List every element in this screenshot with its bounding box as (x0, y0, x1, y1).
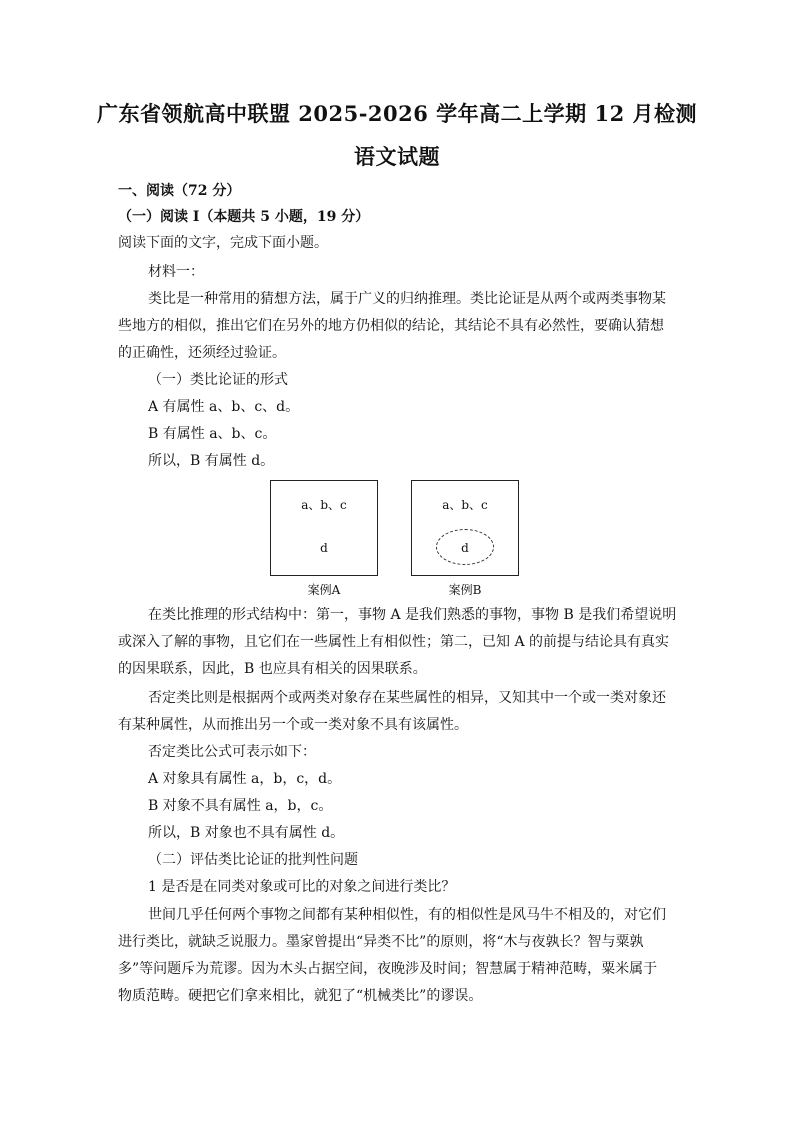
case-a-box (270, 480, 378, 576)
material-label: 材料一： (148, 264, 204, 280)
case-a-caption: 案例A (307, 583, 341, 597)
subsection-heading: （一）类比论证的形式 (148, 372, 288, 388)
paragraph-line: 有某种属性，从而推出另一个或一类对象不具有该属性。 (118, 717, 468, 733)
paragraph-line: 否定类比则是根据两个或两类对象存在某些属性的相异，又知其中一个或一类对象还 (148, 690, 666, 706)
subsection-heading: （二）评估类比论证的批判性问题 (148, 852, 358, 868)
case-b-caption: 案例B (448, 583, 482, 597)
document-title: 广东省领航高中联盟 2025-2026 学年高二上学期 12 月检测 (96, 101, 698, 126)
paragraph-line: 进行类比，就缺乏说服力。墨家曾提出“异类不比”的原则，将“木与夜孰长？智与粟孰 (118, 934, 644, 950)
formula-line: 所以，B 有属性 d。 (148, 453, 275, 469)
formula-line: B 对象不具有属性 a，b，c。 (148, 798, 333, 814)
analogy-figure (270, 480, 524, 598)
case-a-d: d (320, 541, 328, 555)
paragraph-line: 类比是一种常用的猜想方法，属于广义的归纳推理。类比论证是从两个或两类事物某 (148, 291, 666, 307)
formula-line: A 有属性 a、b、c、d。 (148, 399, 300, 415)
paragraph-line: 些地方的相似，推出它们在另外的地方仍相似的结论，其结论不具有必然性，要确认猜想 (118, 318, 664, 334)
case-b-attributes: a、b、c (442, 498, 488, 512)
paragraph-line: 或深入了解的事物，且它们在一些属性上有相似性；第二，已知 A 的前提与结论具有真实 (118, 634, 670, 650)
paragraph-line: 在类比推理的形式结构中：第一，事物 A 是我们熟悉的事物，事物 B 是我们希望说明 (148, 607, 677, 623)
formula-line: 所以，B 对象也不具有属性 d。 (148, 825, 345, 841)
section-subheading: （一）阅读 I（本题共 5 小题，19 分） (118, 209, 370, 225)
formula-line: B 有属性 a、b、c。 (148, 426, 277, 442)
paragraph-line: 世间几乎任何两个事物之间都有某种相似性，有的相似性是风马牛不相及的，对它们 (148, 907, 666, 923)
case-b-d: d (461, 541, 469, 555)
paragraph-line: 否定类比公式可表示如下： (148, 744, 316, 760)
case-b-box (411, 480, 519, 576)
paragraph-line: 多”等问题斥为荒谬。因为木头占据空间，夜晚涉及时间；智慧属于精神范畴，粟米属于 (118, 961, 658, 977)
question-line: 1 是否是在同类对象或可比的对象之间进行类比？ (148, 879, 456, 895)
case-a-attributes: a、b、c (301, 498, 347, 512)
document-subtitle: 语文试题 (354, 144, 440, 169)
paragraph-line: 的因果联系，因此，B 也应具有相关的因果联系。 (118, 661, 427, 677)
section-heading: 一、阅读（72 分） (118, 183, 241, 199)
paragraph-line: 的正确性，还须经过验证。 (118, 345, 286, 361)
instruction-text: 阅读下面的文字，完成下面小题。 (118, 235, 328, 251)
paragraph-line: 物质范畴。硬把它们拿来相比，就犯了“机械类比”的谬误。 (118, 988, 483, 1004)
formula-line: A 对象具有属性 a，b，c，d。 (148, 771, 342, 787)
